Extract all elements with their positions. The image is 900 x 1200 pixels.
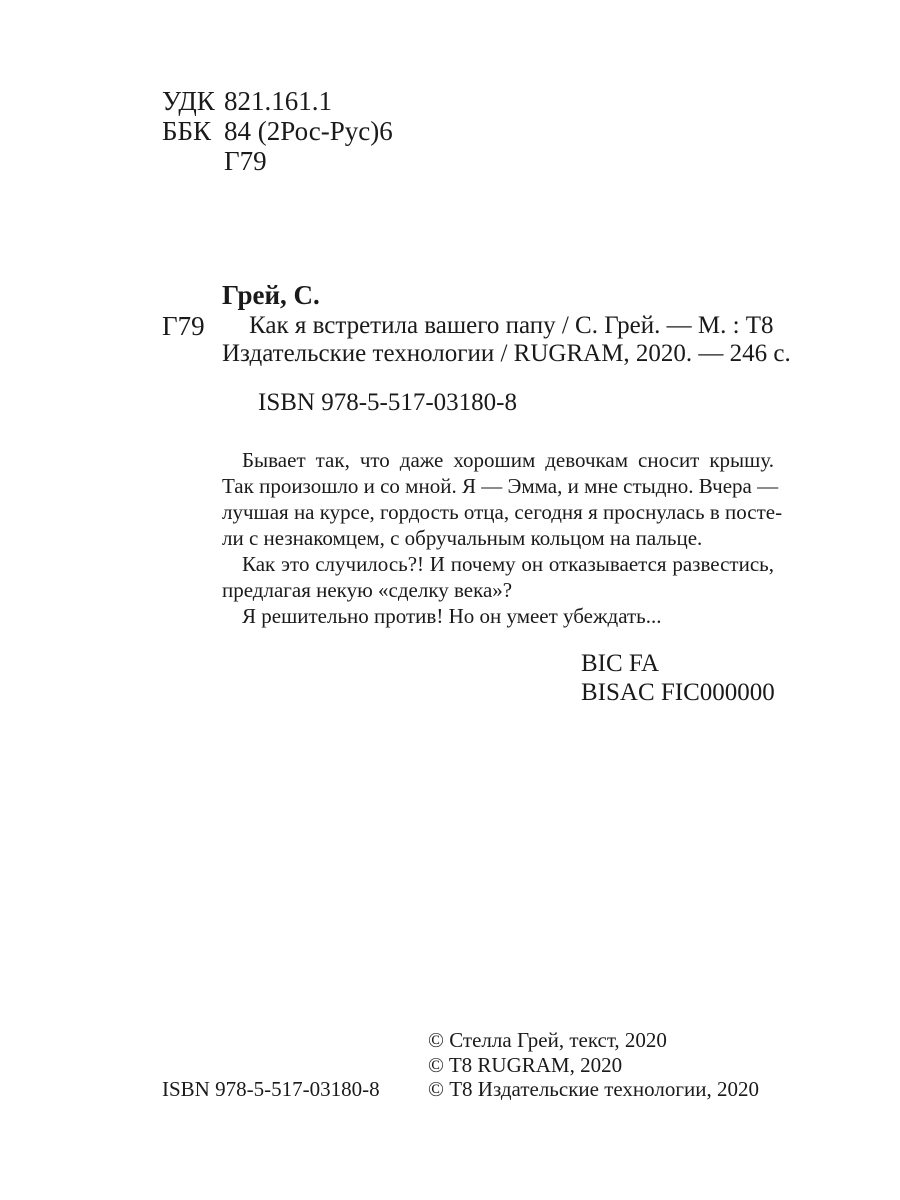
bic-code: BIC FA	[581, 650, 660, 677]
annotation-line: ли с незнакомцем, с обручальным кольцом на пальце.	[222, 526, 703, 550]
copyright-line-1: © Стелла Грей, текст, 2020	[428, 1028, 667, 1052]
bbk-row	[162, 116, 393, 146]
annotation-line: предлагая некую «сделку века»?	[222, 578, 513, 602]
annotation-line: лучшая на курсе, гордость отца, сегодня я проснулась в посте-	[222, 500, 783, 524]
udk-row	[162, 86, 332, 116]
udk-value: 821.161.1	[224, 86, 332, 116]
copyright-line-2: © T8 RUGRAM, 2020	[428, 1053, 623, 1077]
annotation-line: Как это случилось?! И почему он отказывается развестись,	[242, 552, 774, 576]
author-mark: Г79	[224, 146, 267, 176]
bbk-label: ББК	[162, 116, 212, 146]
udk-label: УДК	[162, 86, 215, 116]
annotation-line: Я решительно против! Но он умеет убеждать...	[242, 604, 662, 628]
author-mark-row	[162, 146, 267, 176]
annotation-line: Бывает так, что даже хорошим девочкам сносит крышу.	[242, 448, 774, 472]
copyright-isbn: ISBN 978-5-517-03180-8	[162, 1077, 380, 1101]
annotation	[222, 447, 783, 629]
bisac-code: BISAC FIC000000	[581, 679, 775, 706]
record-title-line-1: Как я встретила вашего папу / С. Грей. — М. : Т8	[249, 312, 774, 339]
record-title-line-2: Издательские технологии / RUGRAM, 2020. — 246 с.	[222, 340, 791, 367]
record-author-mark: Г79	[162, 311, 205, 341]
copyright-line-3: © Т8 Издательские технологии, 2020	[428, 1077, 759, 1101]
annotation-line: Так произошло и со мной. Я — Эмма, и мне стыдно. Вчера —	[222, 474, 779, 498]
record-isbn: ISBN 978-5-517-03180-8	[258, 389, 518, 416]
record-author: Грей, С.	[222, 280, 320, 310]
bbk-value: 84 (2Рос-Рус)6	[224, 116, 393, 146]
